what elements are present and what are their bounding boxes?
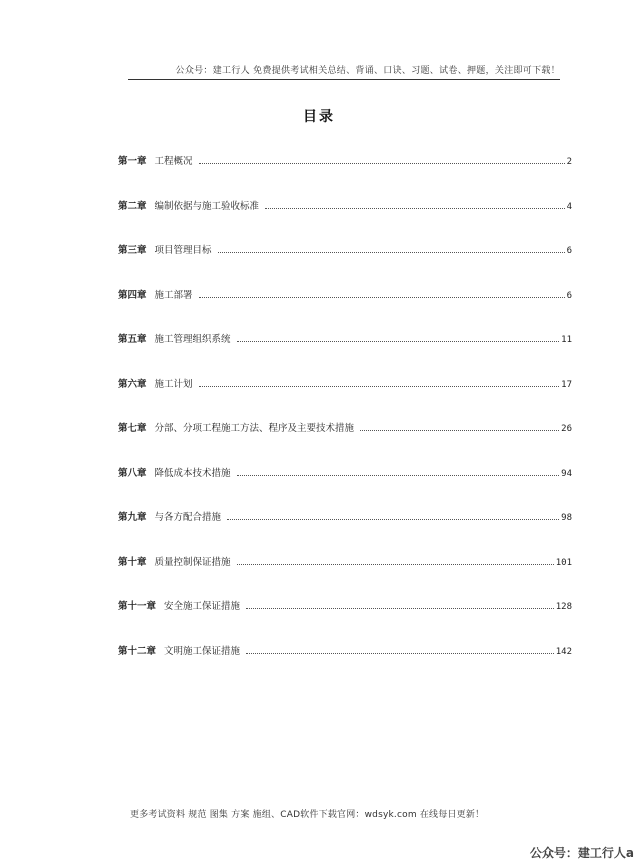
toc-entry[interactable] bbox=[118, 598, 572, 612]
chapter-number: 第六章 bbox=[118, 378, 147, 390]
dot-leader bbox=[199, 162, 565, 164]
dot-leader bbox=[199, 385, 560, 387]
dot-leader bbox=[237, 563, 554, 565]
chapter-title: 编制依据与施工验收标准 bbox=[154, 200, 260, 212]
toc-entry[interactable] bbox=[118, 643, 572, 657]
toc-entry[interactable] bbox=[118, 554, 572, 568]
chapter-number: 第九章 bbox=[118, 512, 147, 523]
dot-leader bbox=[265, 207, 565, 209]
chapter-title: 安全施工保证措施 bbox=[164, 601, 241, 612]
chapter-title: 项目管理目标 bbox=[154, 245, 212, 256]
dot-leader bbox=[246, 607, 554, 609]
chapter-title: 文明施工保证措施 bbox=[164, 645, 241, 657]
chapter-title: 分部、分项工程施工方法、程序及主要技术措施 bbox=[154, 423, 355, 434]
page-number: 6 bbox=[566, 246, 572, 256]
chapter-title: 工程概况 bbox=[154, 156, 193, 167]
page-number: 4 bbox=[566, 201, 572, 212]
chapter-title: 降低成本技术措施 bbox=[154, 467, 231, 479]
toc-entry[interactable] bbox=[118, 153, 572, 167]
chapter-number: 第七章 bbox=[118, 423, 147, 434]
chapter-title: 与各方配合措施 bbox=[154, 512, 222, 523]
toc-entry[interactable] bbox=[118, 331, 572, 345]
footer-note: 更多考试资料 规范 图集 方案 施组、CAD软件下载官网：wdsyk.com 在线每日更新！ bbox=[130, 810, 485, 820]
page-number: 142 bbox=[555, 646, 572, 657]
chapter-number: 第二章 bbox=[118, 200, 147, 212]
dot-leader bbox=[227, 518, 559, 520]
dot-leader bbox=[246, 652, 554, 654]
chapter-title: 施工计划 bbox=[154, 378, 193, 390]
chapter-number: 第一章 bbox=[118, 156, 147, 167]
dot-leader bbox=[360, 429, 559, 431]
toc-entry[interactable] bbox=[118, 198, 572, 212]
toc-entry[interactable] bbox=[118, 509, 572, 523]
page-number: 94 bbox=[561, 468, 572, 479]
page-number: 101 bbox=[555, 557, 572, 568]
page-number: 98 bbox=[561, 513, 572, 523]
chapter-number: 第五章 bbox=[118, 334, 147, 345]
toc-entry[interactable] bbox=[118, 242, 572, 256]
chapter-number: 第十二章 bbox=[118, 645, 157, 657]
header-notice: 公众号：建工行人 免费提供考试相关总结、背诵、口诀、习题、试卷、押题，关注即可下载！ bbox=[128, 63, 560, 80]
dot-leader bbox=[199, 296, 565, 298]
chapter-title: 施工管理组织系统 bbox=[154, 334, 231, 345]
dot-leader bbox=[237, 340, 560, 342]
toc-entry[interactable] bbox=[118, 420, 572, 434]
page-number: 26 bbox=[561, 424, 572, 434]
chapter-number: 第十一章 bbox=[118, 601, 157, 612]
page-number: 128 bbox=[555, 602, 572, 612]
toc-entry[interactable] bbox=[118, 376, 572, 390]
dot-leader bbox=[218, 251, 565, 253]
chapter-number: 第四章 bbox=[118, 289, 147, 301]
chapter-title: 施工部署 bbox=[154, 289, 193, 301]
toc-entry[interactable] bbox=[118, 287, 572, 301]
watermark: 公众号：建工行人a bbox=[529, 846, 634, 860]
table-of-contents bbox=[118, 153, 572, 687]
toc-entry[interactable] bbox=[118, 465, 572, 479]
chapter-number: 第三章 bbox=[118, 245, 147, 256]
chapter-number: 第十章 bbox=[118, 556, 147, 568]
chapter-number: 第八章 bbox=[118, 467, 147, 479]
dot-leader bbox=[237, 474, 560, 476]
toc-title: 目录 bbox=[303, 109, 335, 125]
page-number: 11 bbox=[561, 335, 572, 345]
page-number: 17 bbox=[561, 379, 572, 390]
page-number: 6 bbox=[566, 290, 572, 301]
chapter-title: 质量控制保证措施 bbox=[154, 556, 231, 568]
page-number: 2 bbox=[566, 157, 572, 167]
